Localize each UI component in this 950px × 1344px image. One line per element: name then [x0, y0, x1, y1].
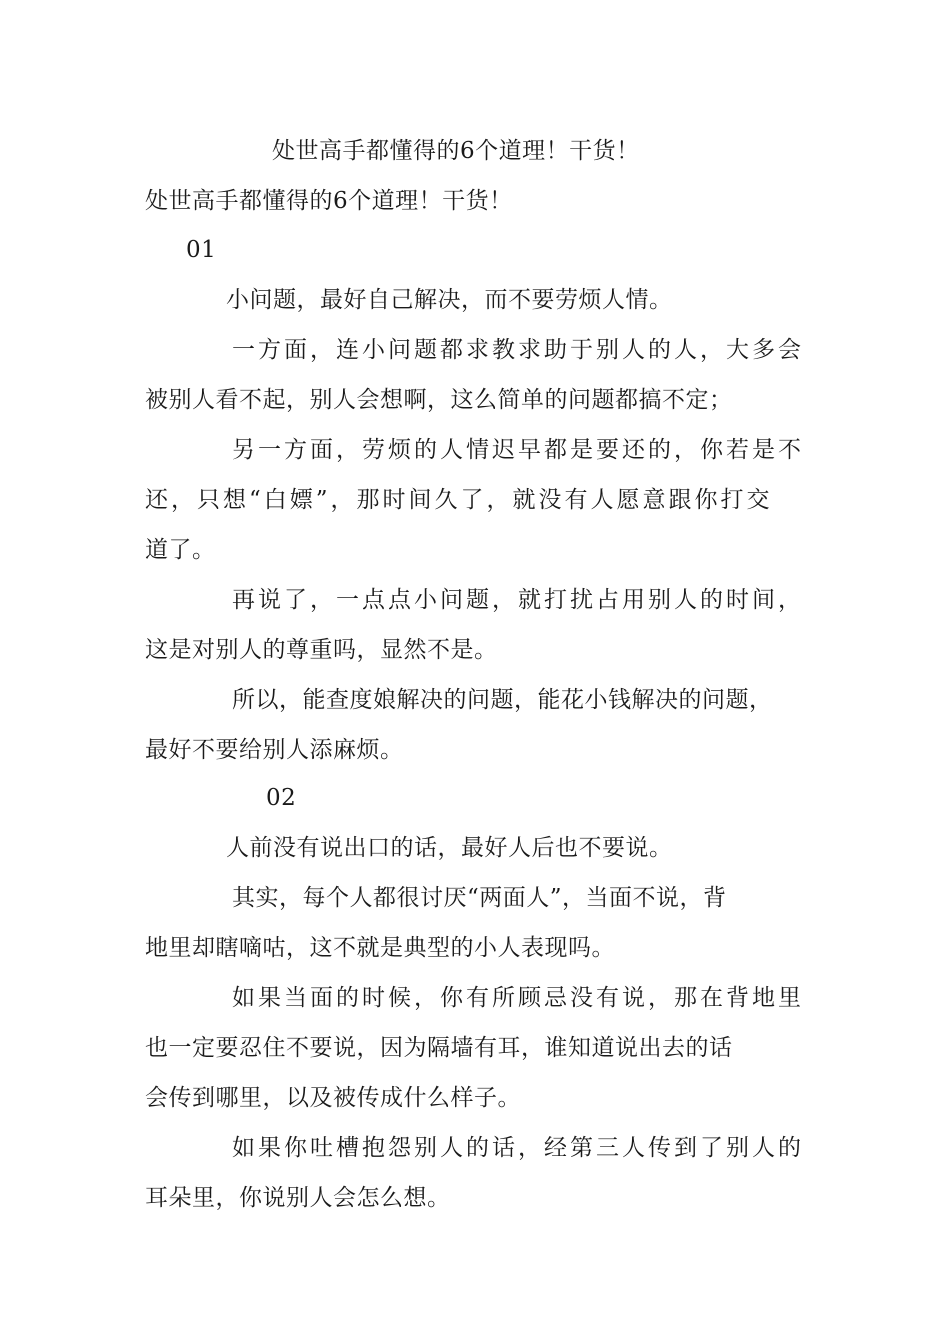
- paragraph-line: 如果你吐槽抱怨别人的话，经第三人传到了别人的: [232, 1135, 804, 1161]
- paragraph-line: 道了。: [145, 537, 216, 563]
- paragraph-line: 会传到哪里，以及被传成什么样子。: [145, 1085, 521, 1111]
- paragraph-line: 也一定要忍住不要说，因为隔墙有耳，谁知道说出去的话: [145, 1035, 733, 1061]
- paragraph-line: 耳朵里，你说别人会怎么想。: [145, 1185, 451, 1211]
- paragraph-line: 地里却瞎嘀咕，这不就是典型的小人表现吗。: [145, 935, 615, 961]
- paragraph-line: 最好不要给别人添麻烦。: [145, 737, 404, 763]
- section-number: 02: [266, 785, 297, 811]
- paragraph-line: 还，只想“白嫖”，那时间久了，就没有人愿意跟你打交: [145, 487, 773, 513]
- paragraph-line: 一方面，连小问题都求教求助于别人的人，大多会: [232, 337, 804, 363]
- paragraph-line: 如果当面的时候，你有所顾忌没有说，那在背地里: [232, 985, 804, 1011]
- section-heading: 小问题，最好自己解决，而不要劳烦人情。: [226, 287, 673, 313]
- paragraph-line: 所以，能查度娘解决的问题，能花小钱解决的问题，: [232, 687, 773, 713]
- section-heading: 人前没有说出口的话，最好人后也不要说。: [226, 835, 673, 861]
- section-number: 01: [186, 237, 217, 263]
- document-subtitle: 处世高手都懂得的6个道理！干货！: [145, 188, 513, 214]
- paragraph-line: 被别人看不起，别人会想啊，这么简单的问题都搞不定；: [145, 387, 733, 413]
- paragraph-line: 另一方面，劳烦的人情迟早都是要还的，你若是不: [232, 437, 804, 463]
- paragraph-line: 其实，每个人都很讨厌“两面人”，当面不说，背: [232, 885, 727, 911]
- document-title: 处世高手都懂得的6个道理！干货！: [272, 138, 640, 164]
- paragraph-line: 这是对别人的尊重吗，显然不是。: [145, 637, 498, 663]
- paragraph-line: 再说了，一点点小问题，就打扰占用别人的时间，: [232, 587, 804, 613]
